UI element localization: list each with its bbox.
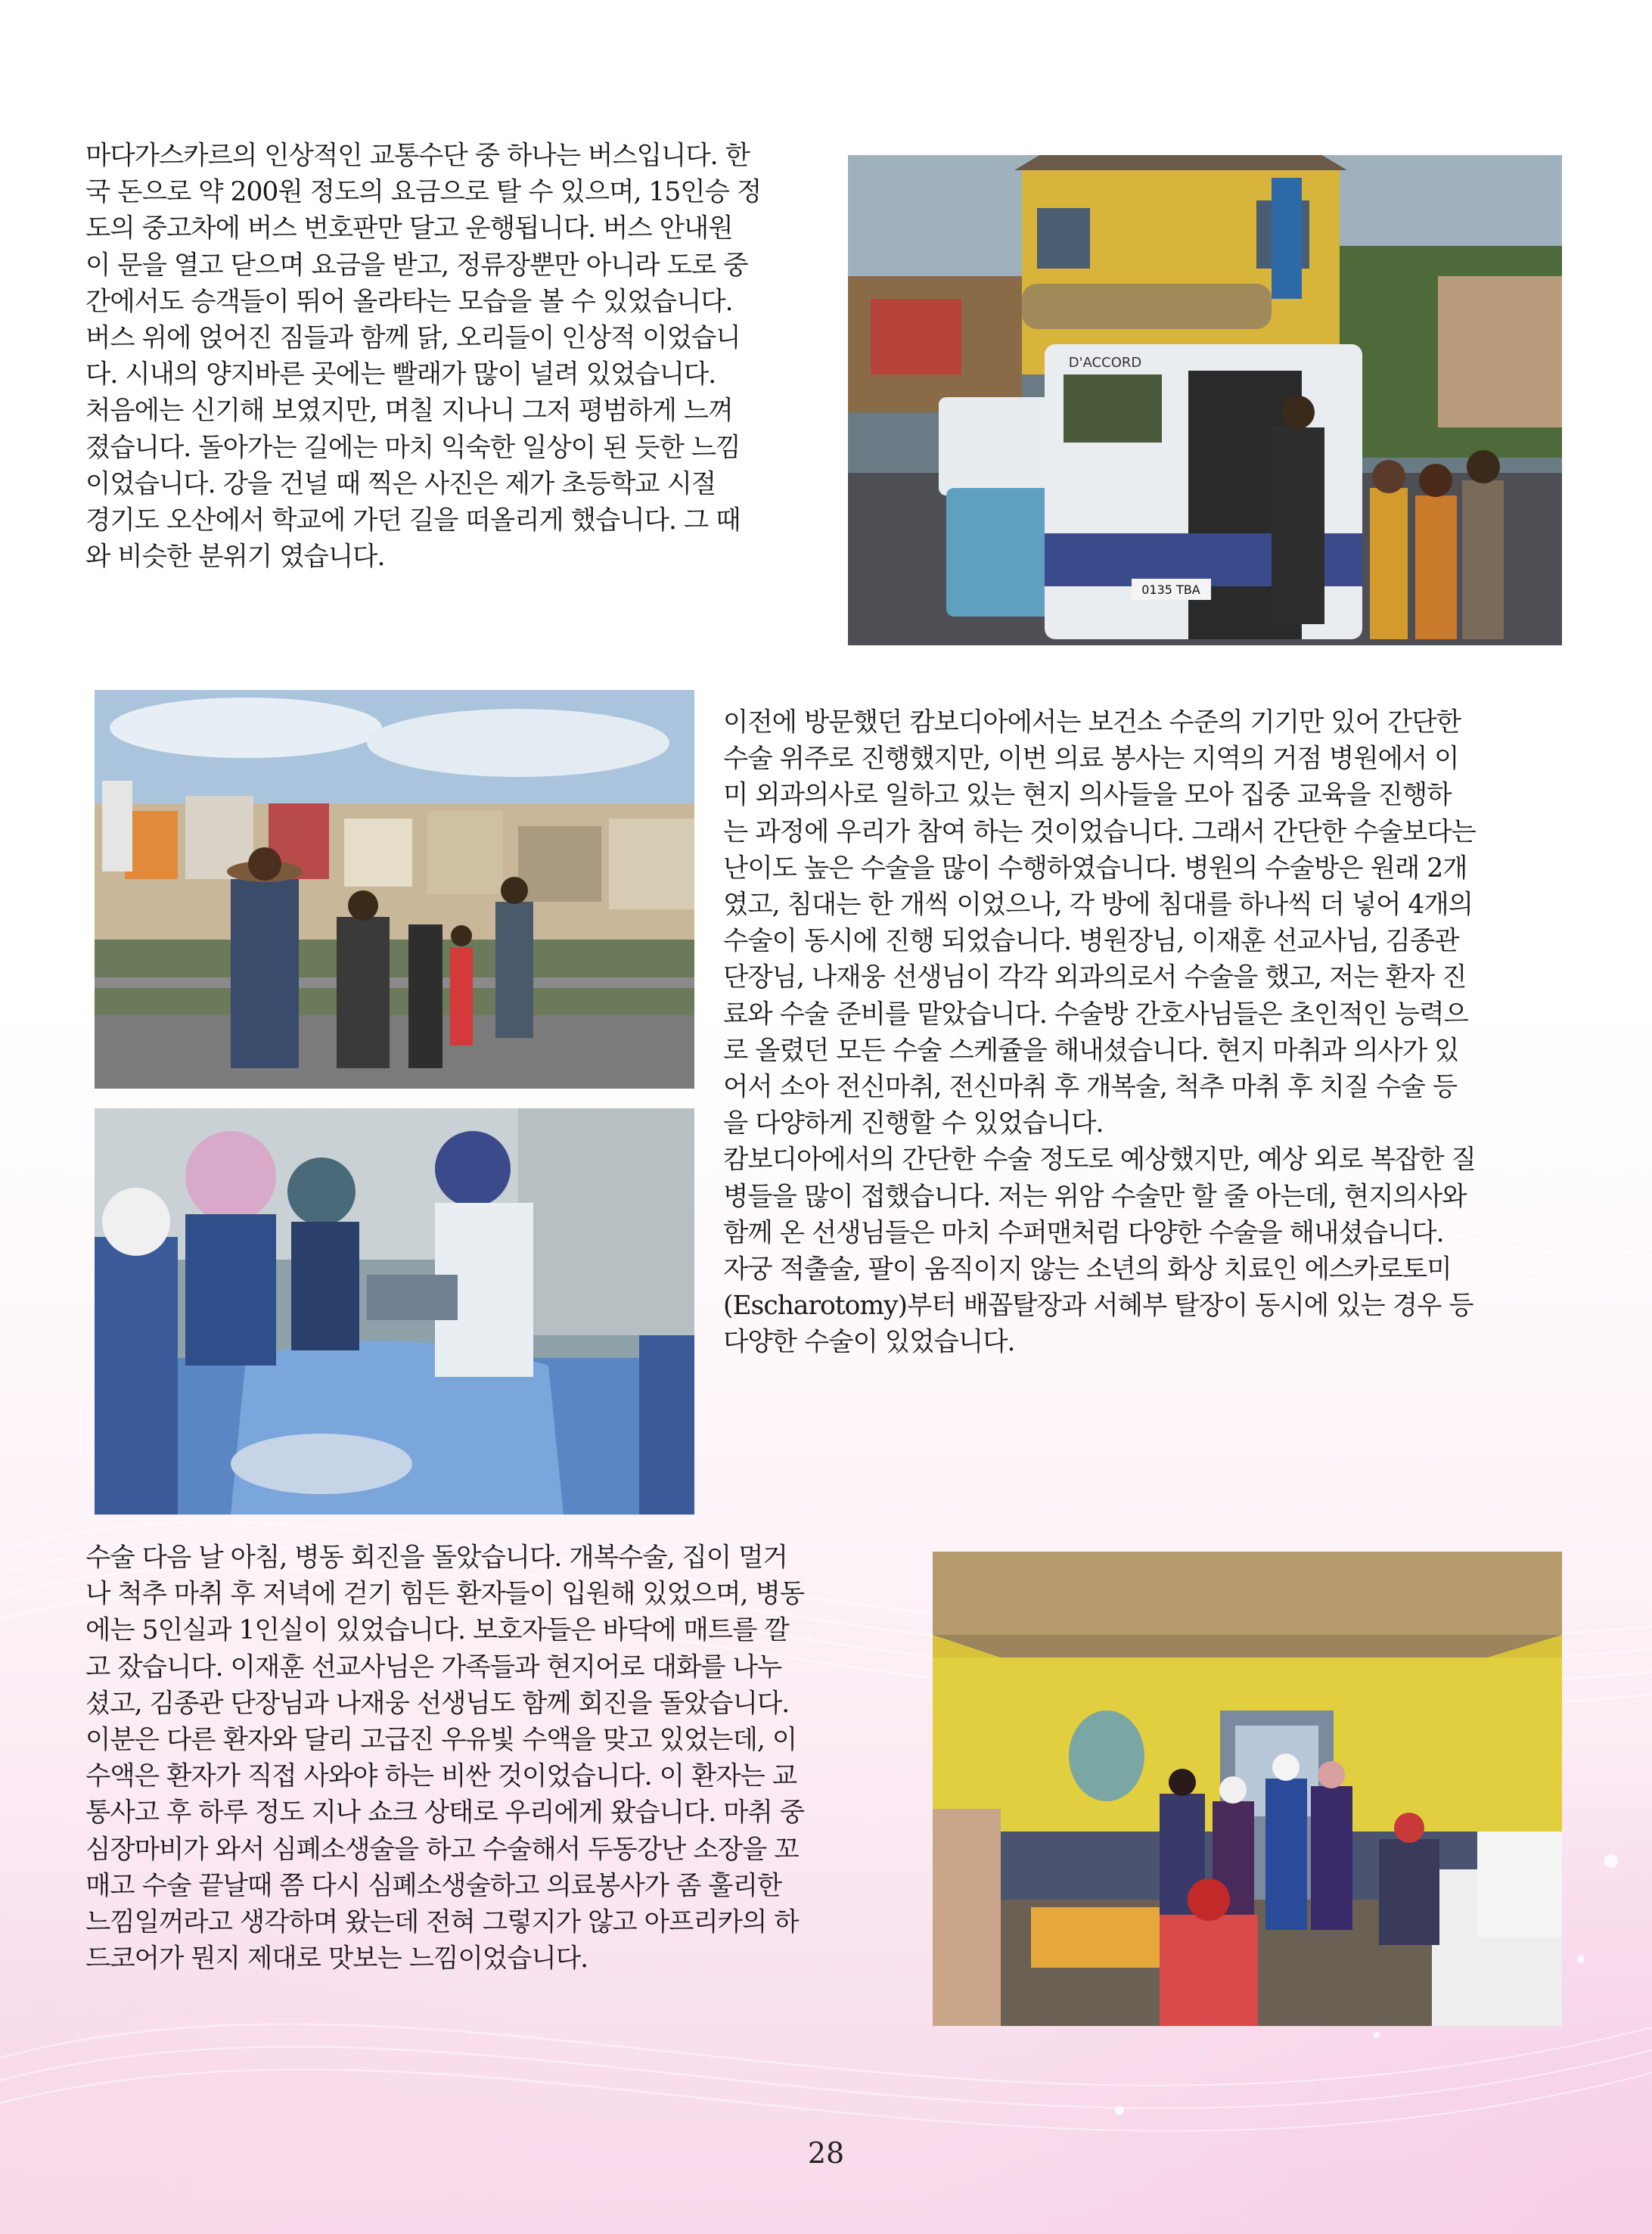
page-number: 28 (807, 2136, 845, 2170)
bus-plate-text: 0135 TBA (1141, 583, 1200, 597)
bus-sign-text: D'ACCORD (1068, 355, 1142, 371)
photo-bus-street (848, 155, 1562, 645)
photo-bridge-crossing (95, 690, 694, 1089)
paragraph-surgery-training: 이전에 방문했던 캄보디아에서는 보건소 수준의 기기만 있어 간단한 수술 위주로 진행했지만, 이번 의료 봉사는 지역의 거점 병원에서 이 미 외과의사로 일하고 있는 현지 의사들을 모아 집중 교육을 진행하 는 과정에 우리가 참여 하는 것이었습니다. 그래서 간단한 수술보다는 난이도 높은 수술을 많이 수행하였습니다. 병원의 수술방은 원래 2개 였고, 침대는 한 개씩 이었으나, 각 방에 침대를 하나씩 더 넣어 4개의 수술이 동시에 진행 되었습니다. 병원장님, 이재훈 선교사님, 김종관 단장님, 나재웅 선생님이 각각 외과의로서 수술을 했고, 저는 환자 진 료와 수술 준비를 맡았습니다. 수술방 간호사님들은 초인적인 능력으 로 올렸던 모든 수술 스케쥴을 해내셨습니다. 현지 마취과 의사가 있 어서 소아 전신마취, 전신마취 후 개복술, 척추 마취 후 치질 수술 등 을 다양하게 진행할 수 있었습니다. 캄보디아에서의 간단한 수술 정도로 예상했지만, 예상 외로 복잡한 질 병들을 많이 접했습니다. 저는 위암 수술만 할 줄 아는데, 현지의사와 함께 온 선생님들은 마치 수퍼맨처럼 다양한 수술을 해내셨습니다. 자궁 적출술, 팔이 움직이지 않는 소년의 화상 치료인 에스카로토미 (Escharotomy)부터 배꼽탈장과 서혜부 탈장이 동시에 있는 경우 등 다양한 수술이 있었습니다. (723, 707, 1476, 1358)
photo-surgery-room (95, 1108, 694, 1515)
photo-hospital-ward (933, 1552, 1562, 2026)
paragraph-bus-transport: 마다가스카르의 인상적인 교통수단 중 하나는 버스입니다. 한 국 돈으로 약 200원 정도의 요금으로 탈 수 있으며, 15인승 정 도의 중고차에 버스 번호판만 달고 운행됩니다. 버스 안내원 이 문을 열고 닫으며 요금을 받고, 정류장뿐만 아니라 도로 중 간에서도 승객들이 뛰어 올라타는 모습을 볼 수 있었습니다. 버스 위에 얹어진 짐들과 함께 닭, 오리들이 인상적 이었습니 다. 시내의 양지바른 곳에는 빨래가 많이 널려 있었습니다. 처음에는 신기해 보였지만, 며칠 지나니 그저 평범하게 느껴 졌습니다. 돌아가는 길에는 마치 익숙한 일상이 된 듯한 느낌 이었습니다. 강을 건널 때 찍은 사진은 제가 초등학교 시절 경기도 오산에서 학교에 가던 길을 떠올리게 했습니다. 그 때 와 비슷한 분위기 였습니다. (85, 141, 762, 573)
paragraph-ward-rounds: 수술 다음 날 아침, 병동 회진을 돌았습니다. 개복수술, 집이 멀거 나 척추 마취 후 저녁에 걷기 힘든 환자들이 입원해 있었으며, 병동 에는 5인실과 1인실이 있었습니다. 보호자들은 바닥에 매트를 깔 고 잤습니다. 이재훈 선교사님은 가족들과 현지어로 대화를 나누 셨고, 김종관 단장님과 나재웅 선생님도 함께 회진을 돌았습니다. 이분은 다른 환자와 달리 고급진 우유빛 수액을 맞고 있었는데, 이 수액은 환자가 직접 사와야 하는 비싼 것이었습니다. 이 환자는 교 통사고 후 하루 정도 지나 쇼크 상태로 우리에게 왔습니다. 마취 중 심장마비가 와서 심폐소생술을 하고 수술해서 두동강난 소장을 꼬 매고 수술 끝날때 쯤 다시 심폐소생술하고 의료봉사가 좀 훌리한 느낌일꺼라고 생각하며 왔는데 전혀 그렇지가 않고 아프리카의 하 드코어가 뭔지 제대로 맛보는 느낌이었습니다. (85, 1543, 805, 1975)
